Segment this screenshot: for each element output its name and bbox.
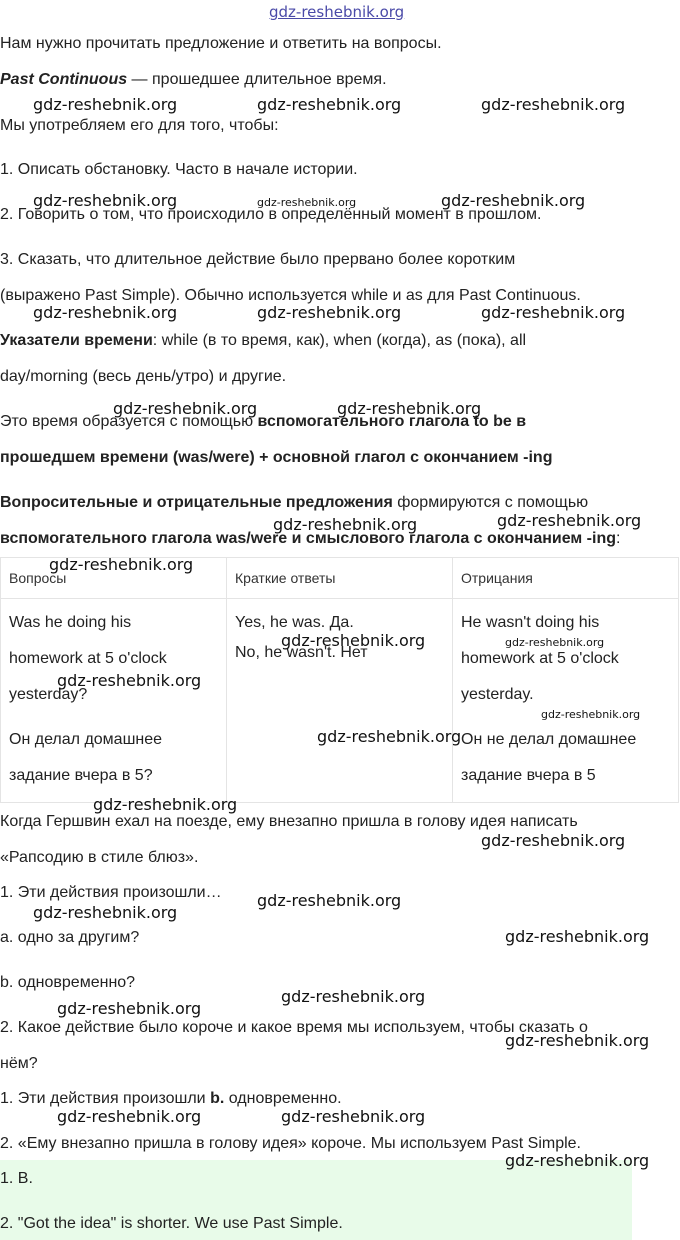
- answer-ru-1-start: 1. Эти действия произошли: [0, 1090, 211, 1107]
- watermark-text: gdz-reshebnik.org: [57, 1107, 202, 1126]
- watermark-text: gdz-reshebnik.org: [505, 636, 605, 649]
- formation-text: Это время образуется с помощью: [0, 413, 258, 430]
- site-watermark-link[interactable]: gdz-reshebnik.org: [269, 3, 405, 21]
- watermark-text: gdz-reshebnik.org: [281, 1107, 426, 1126]
- question-line: Он делал домашнее: [9, 731, 163, 748]
- watermark-text: gdz-reshebnik.org: [505, 927, 650, 946]
- question-line: задание вчера в 5?: [9, 767, 153, 784]
- answer-ru-1-end: одновременно.: [224, 1090, 342, 1107]
- answer-en-1: 1. B.: [0, 1170, 33, 1187]
- watermark-text: gdz-reshebnik.org: [505, 1031, 650, 1050]
- definition-line: [0, 70, 387, 90]
- watermark-text: gdz-reshebnik.org: [257, 891, 402, 910]
- watermark-text: gdz-reshebnik.org: [57, 999, 202, 1018]
- watermark-text: gdz-reshebnik.org: [33, 903, 178, 922]
- usage-intro: Мы употребляем его для того, чтобы:: [0, 117, 279, 134]
- task-question-1: 1. Эти действия произошли…: [0, 884, 222, 901]
- time-markers-label: Указатели времени: [0, 332, 153, 349]
- watermark-text: gdz-reshebnik.org: [113, 399, 258, 418]
- cell-short-answers: [227, 599, 453, 803]
- watermark-text: gdz-reshebnik.org: [481, 303, 626, 322]
- watermark-text: gdz-reshebnik.org: [281, 987, 426, 1006]
- answer-en-2: 2. "Got the idea" is shorter. We use Past Simple.: [0, 1215, 343, 1232]
- task-question-2-cont: нём?: [0, 1055, 38, 1072]
- term-past-continuous: Past Continuous: [0, 71, 128, 88]
- task-question-2: 2. Какое действие было короче и какое время мы используем, чтобы сказать о: [0, 1019, 588, 1036]
- header-short-answers: Краткие ответы: [227, 558, 453, 599]
- definition-rest: — прошедшее длительное время.: [127, 71, 387, 88]
- use-item-3-cont: (выражено Past Simple). Обычно используется while и as для Past Continuous.: [0, 287, 581, 304]
- negative-line: yesterday.: [461, 686, 534, 703]
- watermark-text: gdz-reshebnik.org: [257, 303, 402, 322]
- watermark-text: gdz-reshebnik.org: [541, 708, 641, 721]
- formation-line2: прошедшем времени (was/were) + основной глагол с окончанием -ing: [0, 449, 553, 466]
- cell-negatives: [453, 599, 679, 803]
- table-row: [1, 599, 679, 803]
- questions-rule-colon: :: [616, 530, 621, 547]
- watermark-text: gdz-reshebnik.org: [49, 555, 194, 574]
- short-answer-line: No, he wasn't. Нет: [235, 644, 368, 661]
- answer-ru-2: 2. «Ему внезапно пришла в голову идея» короче. Мы используем Past Simple.: [0, 1135, 581, 1152]
- formation-bold1: вспомогательного глагола to be в: [257, 413, 527, 430]
- header-negatives: Отрицания: [453, 558, 679, 599]
- header-questions: Вопросы: [1, 558, 227, 599]
- watermark-text: gdz-reshebnik.org: [481, 95, 626, 114]
- time-markers-list: : while (в то время, как), when (когда), as (пока), all: [152, 332, 527, 349]
- watermark-text: gdz-reshebnik.org: [441, 191, 586, 210]
- watermark-text: gdz-reshebnik.org: [33, 303, 178, 322]
- story-line2: «Рапсодию в стиле блюз».: [0, 849, 199, 866]
- watermark-text: gdz-reshebnik.org: [481, 831, 626, 850]
- questions-rule-bold2: вспомогательного глагола was/were и смыслового глагола с окончанием -ing: [0, 530, 616, 547]
- question-line: Was he doing his: [9, 614, 132, 631]
- short-answer-line: Yes, he was. Да.: [235, 614, 354, 631]
- watermark-text: gdz-reshebnik.org: [57, 671, 202, 690]
- negative-line: Он не делал домашнее: [461, 731, 637, 748]
- watermark-text: gdz-reshebnik.org: [257, 196, 357, 209]
- answer-ru-1-bold: b.: [210, 1090, 225, 1107]
- intro-text: Нам нужно прочитать предложение и ответить на вопросы.: [0, 35, 442, 52]
- watermark-text: gdz-reshebnik.org: [317, 727, 462, 746]
- use-item-2: 2. Говорить о том, что происходило в определённый момент в прошлом.: [0, 206, 542, 223]
- answer-ru-1: [0, 1089, 342, 1109]
- cell-questions: [1, 599, 227, 803]
- watermark-text: gdz-reshebnik.org: [497, 511, 642, 530]
- questions-rule-line1: [0, 493, 588, 513]
- negative-line: homework at 5 o'clock: [461, 650, 619, 667]
- watermark-text: gdz-reshebnik.org: [273, 515, 418, 534]
- time-markers-line2: day/morning (весь день/утро) и другие.: [0, 368, 287, 385]
- story-line1: Когда Гершвин ехал на поезде, ему внезапно пришла в голову идея написать: [0, 813, 578, 830]
- questions-rule-rest: формируются с помощью: [392, 494, 589, 511]
- negative-line: He wasn't doing his: [461, 614, 600, 631]
- watermark-text: gdz-reshebnik.org: [281, 631, 426, 650]
- question-line: yesterday?: [9, 686, 88, 703]
- watermark-text: gdz-reshebnik.org: [33, 191, 178, 210]
- use-item-1: 1. Описать обстановку. Часто в начале истории.: [0, 161, 358, 178]
- watermark-text: gdz-reshebnik.org: [93, 795, 238, 814]
- negative-line: задание вчера в 5: [461, 767, 596, 784]
- watermark-text: gdz-reshebnik.org: [33, 95, 178, 114]
- watermark-text: gdz-reshebnik.org: [337, 399, 482, 418]
- time-markers-line1: [0, 331, 526, 351]
- use-item-3: 3. Сказать, что длительное действие было прервано более коротким: [0, 251, 516, 268]
- watermark-text: gdz-reshebnik.org: [257, 95, 402, 114]
- question-line: homework at 5 o'clock: [9, 650, 167, 667]
- questions-rule-bold: Вопросительные и отрицательные предложения: [0, 494, 393, 511]
- task-option-a: a. одно за другим?: [0, 929, 140, 946]
- watermark-text: gdz-reshebnik.org: [505, 1151, 650, 1170]
- task-option-b: b. одновременно?: [0, 974, 136, 991]
